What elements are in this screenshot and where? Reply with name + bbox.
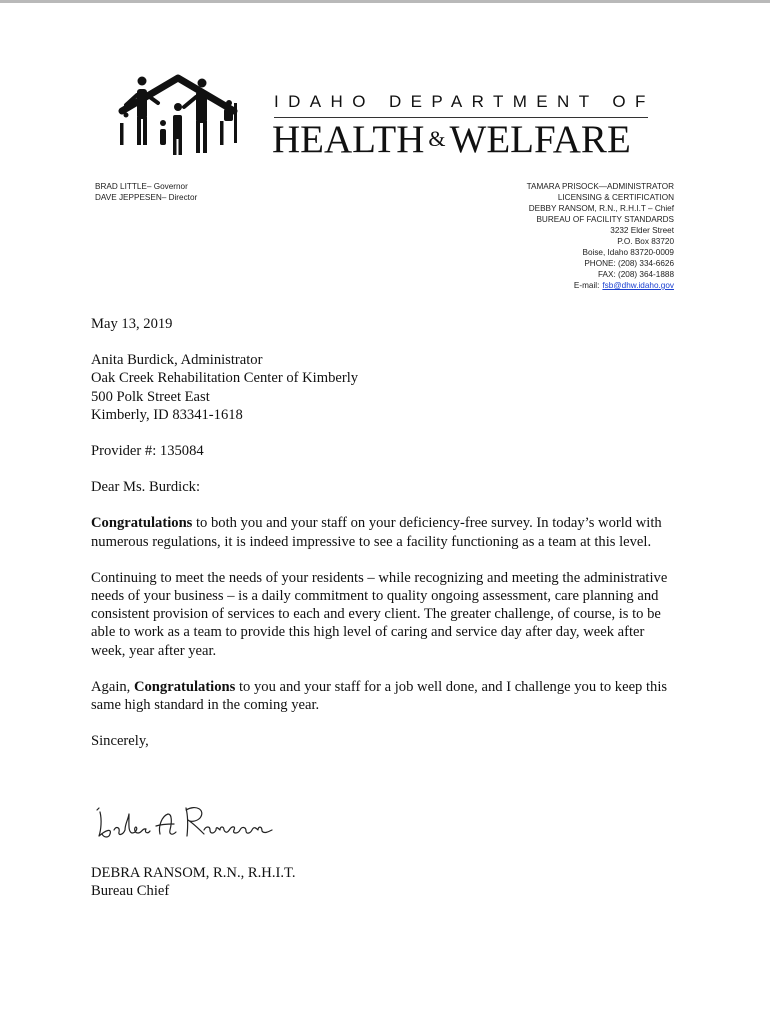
recipient-facility: Oak Creek Rehabilitation Center of Kimberly [91,370,359,387]
paragraph1-bold: Congratulations [91,515,193,532]
email-link[interactable]: fsb@dhw.idaho.gov [602,281,674,290]
paragraph-congratulations [91,514,681,550]
governor-line: BRAD LITTLE– Governor [95,182,188,191]
letterhead-officials [95,181,197,203]
email-line [527,280,674,291]
letter-date: May 13, 2019 [91,316,173,332]
director-line: DAVE JEPPESEN– Director [95,193,198,202]
department-name-line2 [272,118,631,161]
city-state-zip: Boise, Idaho 83720-0009 [582,248,674,257]
department-word-health: HEALTH [272,118,425,161]
recipient-city: Kimberly, ID 83341-1618 [91,406,243,423]
salutation: Dear Ms. Burdick: [91,479,201,496]
page-top-border [0,0,770,3]
paragraph-commitment: Continuing to meet the needs of your residents – while recognizing and meeting the administrative needs of your business – is a daily commitment to quality ongoing assessment, care planning and consistent provision of services to each and every client. The greater challenge, of course, is to be able to work as a team to provide this high level of caring and service day after day, week after week, year after year. [91,569,668,659]
handwritten-signature [92,800,292,844]
family-house-logo-icon [116,73,246,161]
phone-number: PHONE: (208) 334-6626 [584,259,674,268]
department-word-welfare: WELFARE [449,118,631,161]
paragraph3-bold: Congratulations [133,678,236,695]
signer-name: DEBRA RANSOM, R.N., R.H.I.T. [91,865,296,881]
po-box: P.O. Box 83720 [617,237,674,246]
bureau-line: BUREAU OF FACILITY STANDARDS [536,215,674,224]
signer-title: Bureau Chief [91,883,170,900]
paragraph3-pre: Again, [91,678,134,695]
email-label: E-mail: [573,281,600,290]
paragraph1-text: to both you and your staff on your deficiency-free survey. In today’s world with numerous regulations, it is indeed impressive to see a facility functioning as a team at this level. [91,515,662,550]
street-address: 3232 Elder Street [610,226,674,235]
chief-line: DEBBY RANSOM, R.N., R.H.I.T – Chief [528,204,674,213]
division-line: LICENSING & CERTIFICATION [557,193,674,202]
paragraph-challenge [91,678,681,714]
paragraph3-text: to you and your staff for a job well done, and I challenge you to keep this same high standard in the coming year. [91,678,668,714]
provider-number: Provider #: 135084 [91,443,204,460]
recipient-name: Anita Burdick, Administrator [91,352,263,369]
closing: Sincerely, [91,733,149,750]
administrator-line: TAMARA PRISOCK—ADMINISTRATOR [526,182,674,191]
letter-body [91,315,681,750]
fax-number: FAX: (208) 364-1888 [597,270,674,279]
department-ampersand: & [428,126,446,151]
signature-block [91,864,295,900]
letterhead-contact-block [527,181,674,291]
recipient-street: 500 Polk Street East [91,388,210,405]
department-name-line1: IDAHO DEPARTMENT OF [274,92,655,111]
